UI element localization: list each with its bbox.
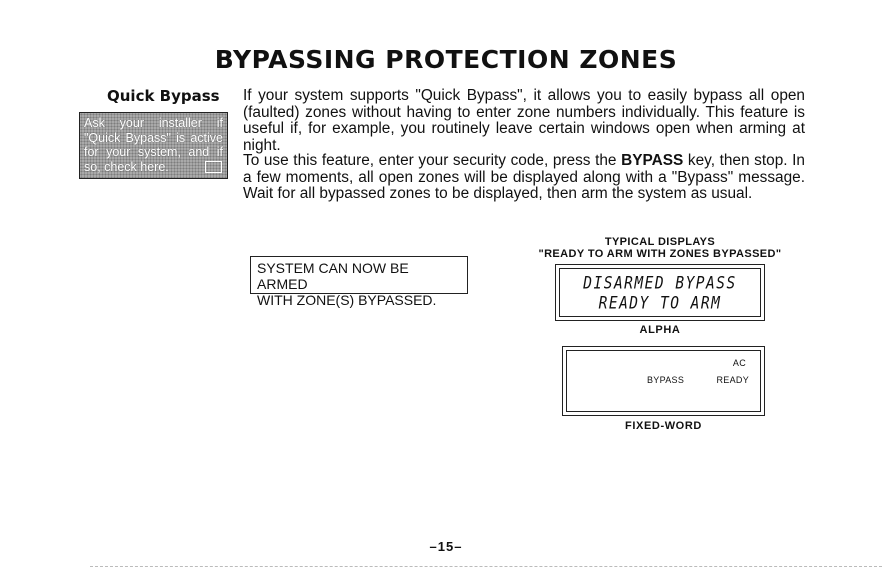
bypass-key-label: BYPASS bbox=[621, 152, 684, 169]
instructions-text-after: key, then stop. In a few moments, all open zones will be displayed along with a "Bypass" message. Wait for all bypassed zones to be displayed, then arm the system as usual. bbox=[243, 152, 805, 202]
system-message-box bbox=[250, 256, 468, 308]
message-line-2: WITH ZONE(S) BYPASSED. bbox=[257, 292, 437, 308]
alpha-display-line-2: READY TO ARM bbox=[598, 294, 722, 314]
displays-caption-subtitle: "READY TO ARM WITH ZONES BYPASSED" bbox=[538, 248, 782, 260]
displays-caption-title: TYPICAL DISPLAYS bbox=[604, 236, 716, 248]
alpha-display-line-1: DISARMED BYPASS bbox=[583, 274, 737, 294]
page-number: –15– bbox=[429, 539, 463, 554]
alpha-display-label: ALPHA bbox=[639, 324, 681, 336]
bottom-divider bbox=[90, 566, 882, 567]
installer-note-text: Ask your installer if "Quick Bypass" is active for your system, and if so, check here. bbox=[84, 116, 223, 174]
fixed-word-ac-indicator: AC bbox=[732, 358, 746, 368]
alpha-display-screen bbox=[559, 268, 761, 317]
fixed-word-display bbox=[562, 346, 765, 416]
intro-paragraph: If your system supports "Quick Bypass", it allows you to easily bypass all open (faulted) zones without having to enter zone numbers individually. This feature is useful if, for example, you routinely leave certain windows open when arming at night. bbox=[243, 87, 805, 154]
message-line-1: SYSTEM CAN NOW BE ARMED bbox=[257, 260, 409, 292]
page-title: BYPASSING PROTECTION ZONES bbox=[214, 45, 678, 74]
instructions-text-before: To use this feature, enter your security code, press the bbox=[243, 152, 622, 169]
fixed-word-bypass-indicator: BYPASS bbox=[647, 375, 685, 385]
fixed-word-ready-indicator: READY bbox=[716, 375, 749, 385]
section-side-heading: Quick Bypass bbox=[107, 87, 220, 105]
alpha-display bbox=[555, 264, 765, 321]
installer-checkbox[interactable] bbox=[205, 161, 222, 173]
installer-note-box bbox=[79, 112, 228, 179]
fixed-word-display-label: FIXED-WORD bbox=[625, 420, 702, 432]
fixed-word-display-screen bbox=[566, 350, 761, 412]
instructions-paragraph bbox=[243, 153, 805, 203]
